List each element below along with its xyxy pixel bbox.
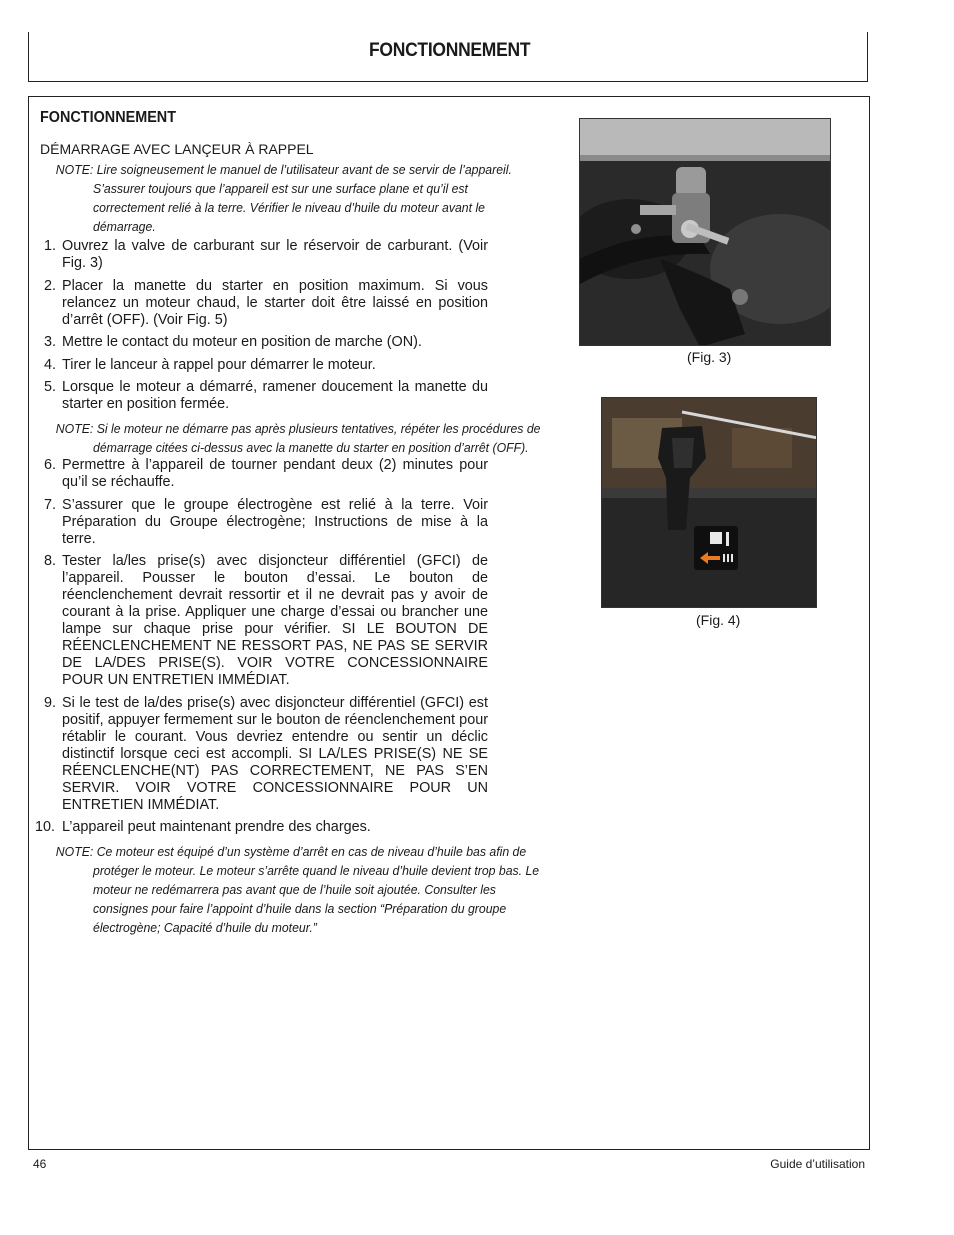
page-number: 46 bbox=[33, 1157, 47, 1171]
fuel-valve-photo bbox=[580, 119, 831, 346]
step-item: 2. Placer la manette du starter en position maximum. Si vous relancez un moteur chaud, le starter doit être laissé en position d’arrêt (OFF). (Voir Fig. 5) bbox=[44, 277, 488, 328]
instructions-column bbox=[35, 160, 541, 937]
section-title: FONCTIONNEMENT bbox=[40, 109, 176, 126]
steps-list-a bbox=[40, 238, 488, 413]
figure-4-caption: (Fig. 4) bbox=[696, 612, 741, 628]
step-item: 4. Tirer le lanceur à rappel pour démarrer le moteur. bbox=[44, 356, 376, 373]
step-item: 3. Mettre le contact du moteur en position de marche (ON). bbox=[44, 334, 422, 350]
step-item: 5. Lorsque le moteur a démarré, ramener doucement la manette du starter en position fermée. bbox=[44, 379, 488, 412]
figure-4-photo bbox=[601, 397, 817, 608]
content-box bbox=[28, 96, 870, 1150]
note-intro: NOTE: Lire soigneusement le manuel de l’utilisateur avant de se servir de l’appareil. S’assurer toujours que l’appareil est sur une surface plane et qu’il est correctement relié à la terre. Vérifier le niveau d’huile du moteur avant le démarrage. bbox=[55, 162, 512, 234]
figure-3-caption: (Fig. 3) bbox=[687, 349, 732, 365]
page-title: FONCTIONNEMENT bbox=[369, 40, 531, 61]
step-item: 7. S’assurer que le groupe électrogène est relié à la terre. Voir Préparation du Groupe électrogène; Instructions de mise à la terre. bbox=[44, 496, 488, 547]
note-end: NOTE: Ce moteur est équipé d’un système d’arrêt en cas de niveau d’huile bas afin de protéger le moteur. Le moteur s’arrête quand le niveau d’huile devient trop bas. Le moteur ne redémarrera pas avant que de l’huile soit ajoutée. Consulter les consignes pour faire l’appoint d’huile dans la section “Préparation du groupe électrogène; Capacité d’huile du moteur.” bbox=[55, 843, 540, 935]
note-mid: NOTE: Si le moteur ne démarre pas après plusieurs tentatives, répéter les procédures de démarrage citées ci-dessus avec la manette du starter en position d’arrêt (OFF). bbox=[55, 421, 541, 455]
step-item: 6. Permettre à l’appareil de tourner pendant deux (2) minutes pour qu’il se réchauffe. bbox=[44, 457, 488, 490]
choke-lever-photo bbox=[602, 398, 817, 608]
figure-3-photo bbox=[579, 118, 831, 346]
step-item: 8. Tester la/les prise(s) avec disjoncteur différentiel (GFCI) de l’appareil. Pousser le bouton d’essai. Le bouton de réenclenchement devrait ressortir et il ne devrait pas y avoir de courant à la prise. Appliquer une charge d’essai ou brancher une lampe sur chaque prise pour vérifier. SI LE BOUTON DE RÉENCLENCHEMENT NE RESSORT PAS, NE PAS SE SERVIR DE LA/DES PRISE(S). VOIR VOTRE CONCESSIONNAIRE POUR UN ENTRETIEN IMMÉDIAT. bbox=[44, 553, 488, 688]
page-header bbox=[28, 32, 868, 82]
step-item: 1. Ouvrez la valve de carburant sur le réservoir de carburant. (Voir Fig. 3) bbox=[44, 238, 488, 271]
section-subhead: DÉMARRAGE AVEC LANÇEUR À RAPPEL bbox=[40, 141, 314, 157]
step-item: 9. Si le test de la/des prise(s) avec disjoncteur différentiel (GFCI) est positif, appuyer fermement sur le bouton de réenclenchement pour rétablir le courant. Vous devriez entendre ou sentir un déclic distinctif lorsque ceci est accompli. SI LA/LES PRISE(S) NE SE RÉENCLENCHE(NT) PAS CORRECTEMENT, NE PAS S’EN SERVIR. VOIR VOTRE CONCESSIONNAIRE POUR UN ENTRETIEN IMMÉDIAT. bbox=[44, 694, 488, 813]
step-item: 10. L’appareil peut maintenant prendre des charges. bbox=[35, 819, 371, 835]
steps-list-b bbox=[35, 457, 488, 836]
footer-guide-label: Guide d’utilisation bbox=[770, 1157, 865, 1171]
